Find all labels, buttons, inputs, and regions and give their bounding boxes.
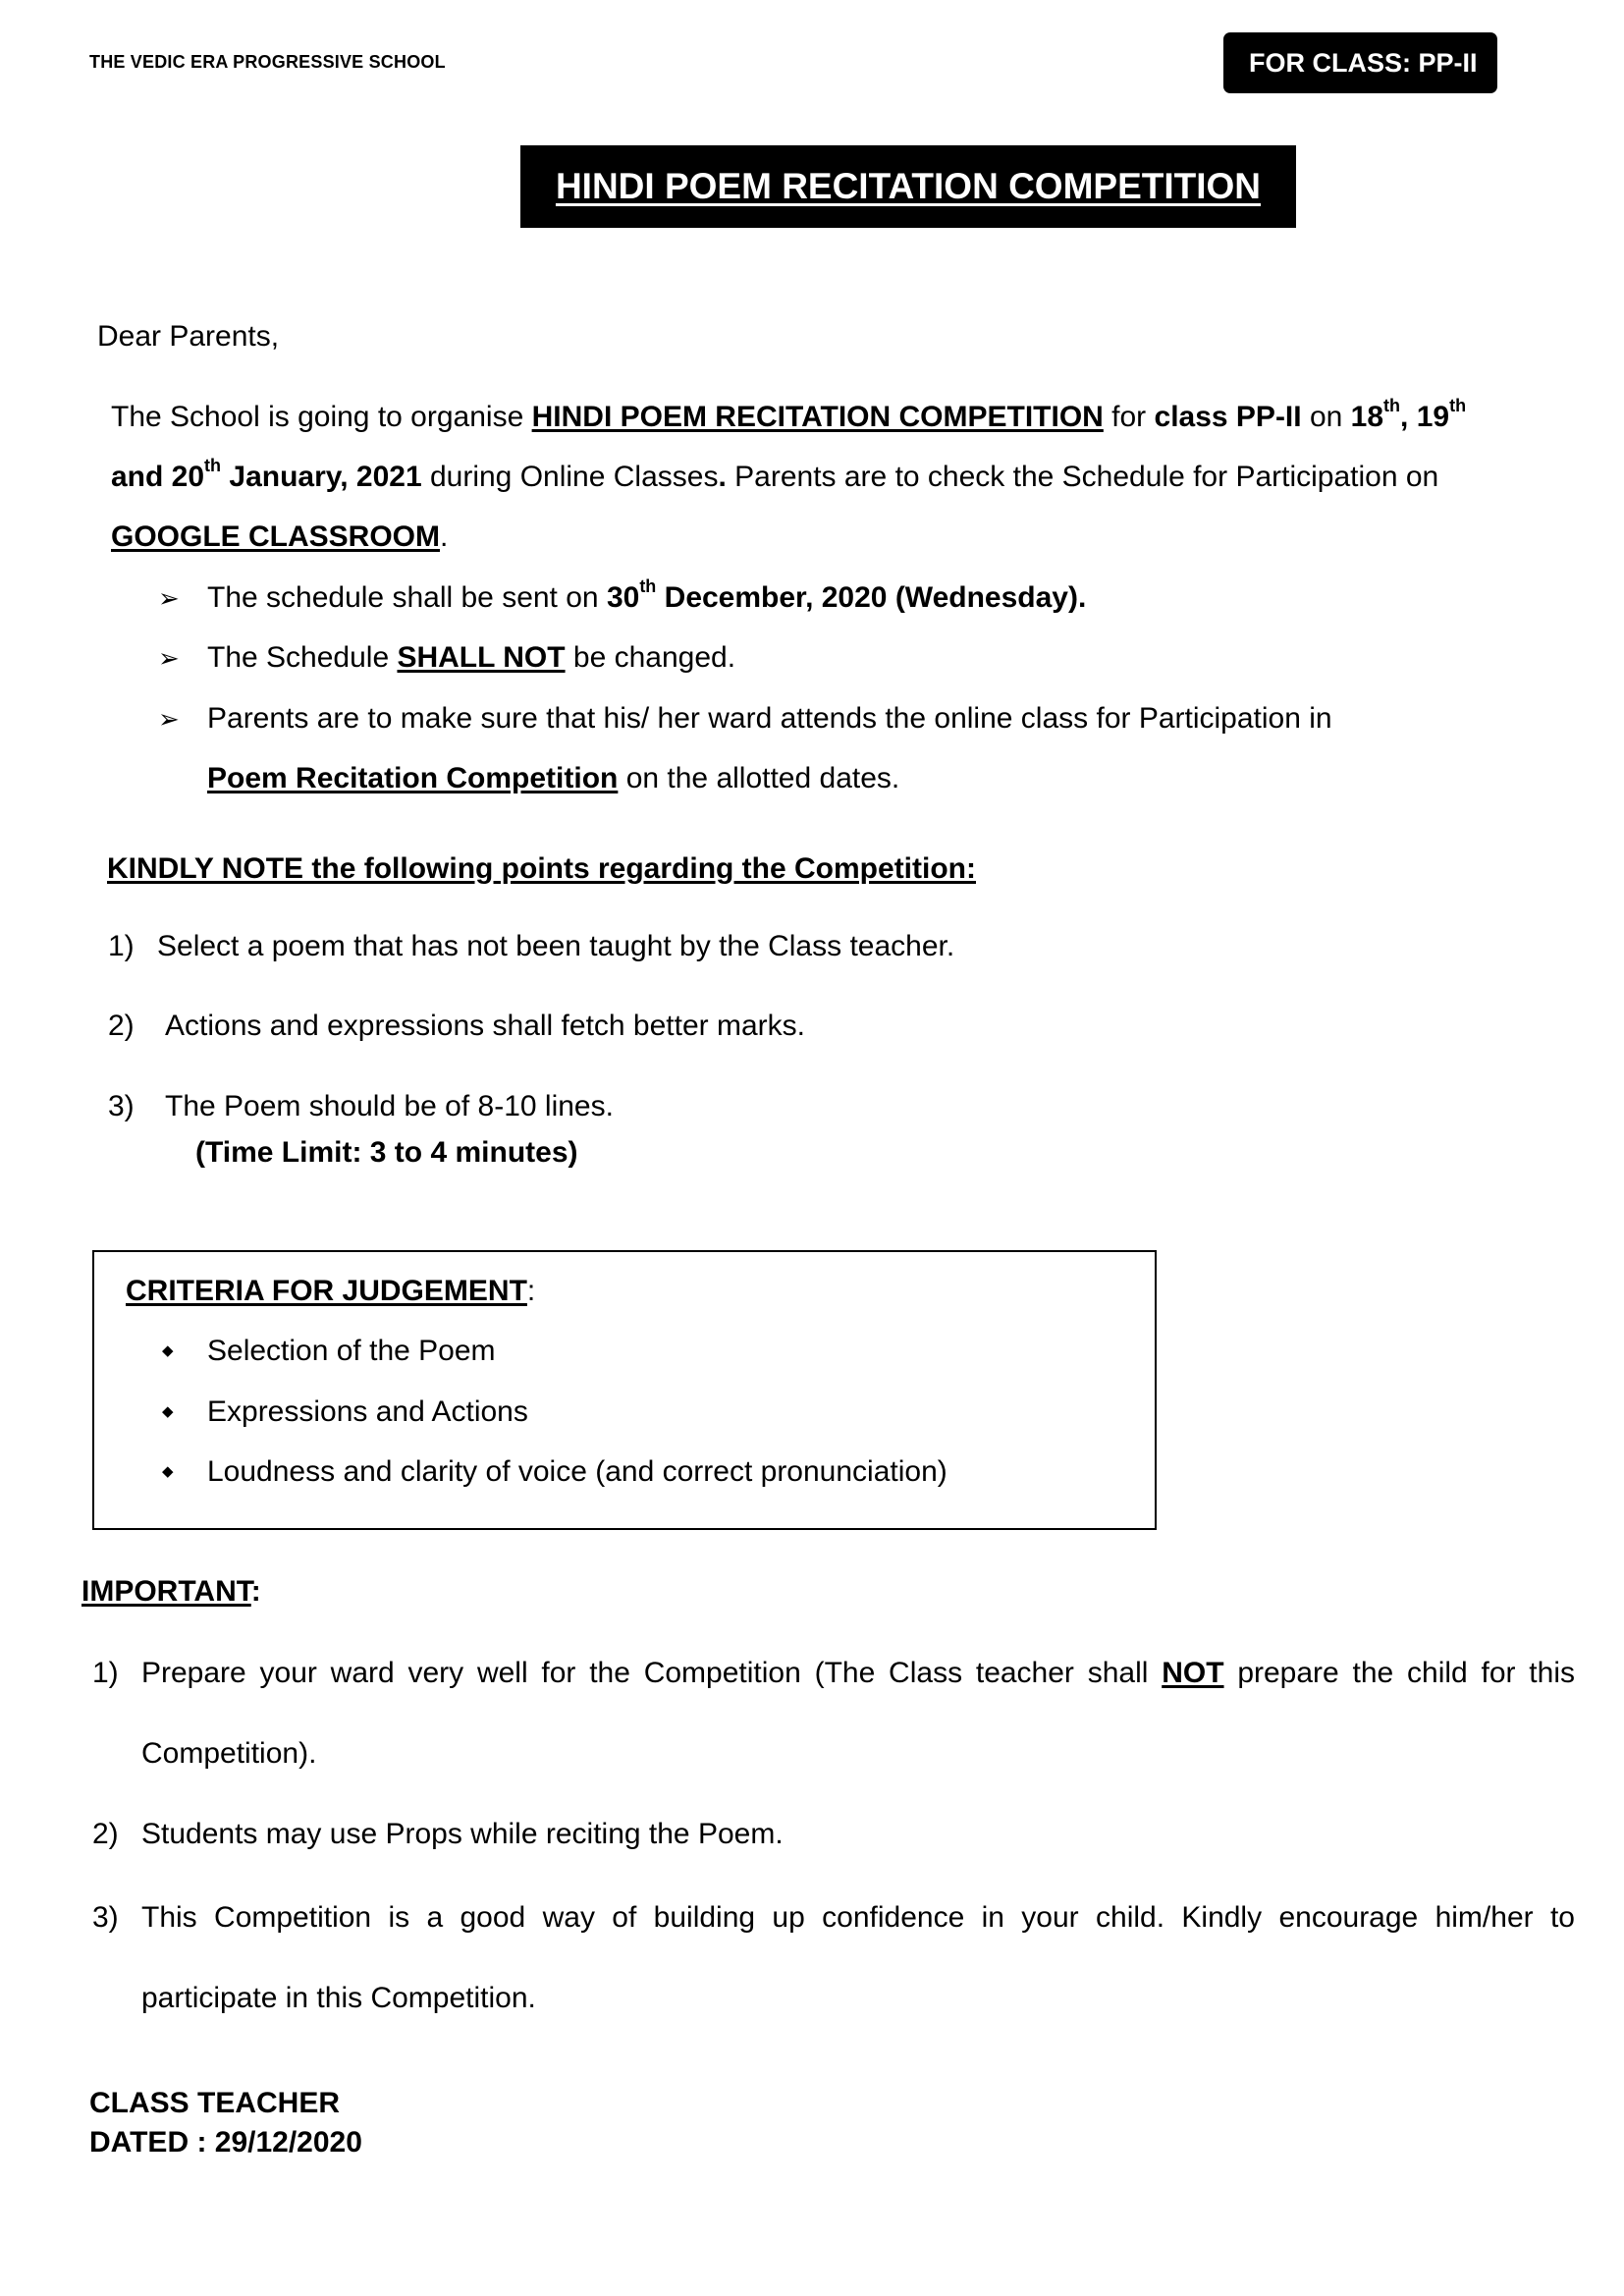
schedule-point-2 — [207, 640, 735, 676]
diamond-bullet-icon: ◆ — [162, 1463, 174, 1480]
important-3-cont: participate in this Competition. — [141, 1982, 536, 2014]
date-text: December, 2020 (Wednesday). — [656, 581, 1087, 614]
note-number: 2) — [108, 1010, 135, 1042]
important-number: 1) — [92, 1657, 119, 1689]
important-3: This Competition is a good way of building up confidence in your child. Kindly encourage him/her to — [141, 1901, 1575, 1934]
arrow-bullet-icon: ➢ — [158, 643, 180, 673]
document-title: HINDI POEM RECITATION COMPETITION — [520, 145, 1296, 228]
diamond-bullet-icon: ◆ — [162, 1342, 174, 1359]
date-text: and 20 — [111, 461, 205, 493]
important-text: Prepare your ward very well for the Competition (The Class teacher shall — [141, 1657, 1163, 1689]
point-text: The Schedule — [207, 641, 398, 674]
important-number: 3) — [92, 1901, 119, 1934]
date-text: , 19 — [1400, 401, 1450, 433]
intro-text: . — [440, 520, 449, 553]
class-name: class PP-II — [1154, 401, 1302, 433]
criteria-heading — [126, 1274, 535, 1309]
date-text: 30 — [606, 581, 640, 614]
point-text: on the allotted dates. — [618, 762, 900, 794]
shall-not: SHALL NOT — [397, 641, 566, 674]
arrow-bullet-icon: ➢ — [158, 583, 180, 613]
ordinal-suffix: th — [204, 456, 222, 475]
important-heading — [81, 1574, 261, 1610]
intro-text: on — [1301, 401, 1351, 433]
competition-name: HINDI POEM RECITATION COMPETITION — [531, 401, 1104, 433]
ordinal-suffix: th — [1383, 396, 1401, 415]
important-2: Students may use Props while reciting the Poem. — [141, 1818, 784, 1850]
important-text: prepare the child for this — [1223, 1657, 1575, 1689]
intro-text: during Online Classes — [421, 461, 719, 493]
colon: : — [250, 1575, 261, 1608]
ordinal-suffix: th — [639, 576, 657, 596]
intro-text: The School is going to organise — [111, 401, 532, 433]
time-limit: (Time Limit: 3 to 4 minutes) — [195, 1136, 578, 1169]
intro-text: for — [1103, 401, 1155, 433]
important-1 — [141, 1656, 1575, 1691]
diamond-bullet-icon: ◆ — [162, 1403, 174, 1420]
ordinal-suffix: th — [1449, 396, 1467, 415]
date-text: January, 2021 — [221, 461, 422, 493]
date-text: 18 — [1350, 401, 1384, 433]
note-2: Actions and expressions shall fetch better marks. — [165, 1010, 805, 1042]
important-number: 2) — [92, 1818, 119, 1850]
criteria-heading-text: CRITERIA FOR JUDGEMENT — [126, 1275, 527, 1307]
note-3: The Poem should be of 8-10 lines. — [165, 1090, 614, 1122]
not-emphasis: NOT — [1162, 1657, 1224, 1689]
intro-text: . — [718, 461, 727, 493]
schedule-point-3-cont — [207, 761, 899, 796]
point-text: be changed. — [565, 641, 736, 674]
criteria-3: Loudness and clarity of voice (and correct pronunciation) — [207, 1455, 947, 1488]
kindly-note-heading: KINDLY NOTE the following points regarding the Competition: — [107, 852, 976, 885]
arrow-bullet-icon: ➢ — [158, 704, 180, 734]
intro-line-1 — [111, 396, 1467, 435]
poem-recitation-competition: Poem Recitation Competition — [207, 762, 619, 794]
schedule-point-1 — [207, 576, 1087, 616]
criteria-2: Expressions and Actions — [207, 1395, 528, 1428]
school-name: THE VEDIC ERA PROGRESSIVE SCHOOL — [89, 52, 446, 72]
intro-line-2 — [111, 456, 1439, 495]
signatory: CLASS TEACHER — [89, 2087, 341, 2119]
class-badge: FOR CLASS: PP-II — [1223, 32, 1497, 93]
salutation: Dear Parents, — [97, 320, 280, 353]
criteria-1: Selection of the Poem — [207, 1335, 496, 1367]
intro-line-3 — [111, 519, 448, 555]
dated: DATED : 29/12/2020 — [89, 2126, 362, 2159]
important-heading-text: IMPORTANT — [81, 1575, 251, 1608]
google-classroom: GOOGLE CLASSROOM — [111, 520, 441, 553]
important-1-cont: Competition). — [141, 1737, 317, 1770]
point-text: The schedule shall be sent on — [207, 581, 607, 614]
schedule-point-3: Parents are to make sure that his/ her ward attends the online class for Participation in — [207, 702, 1332, 735]
note-number: 3) — [108, 1090, 135, 1122]
note-number: 1) — [108, 930, 135, 962]
note-1: Select a poem that has not been taught by the Class teacher. — [157, 930, 955, 962]
colon: : — [526, 1275, 536, 1307]
intro-text: Parents are to check the Schedule for Participation on — [726, 461, 1439, 493]
